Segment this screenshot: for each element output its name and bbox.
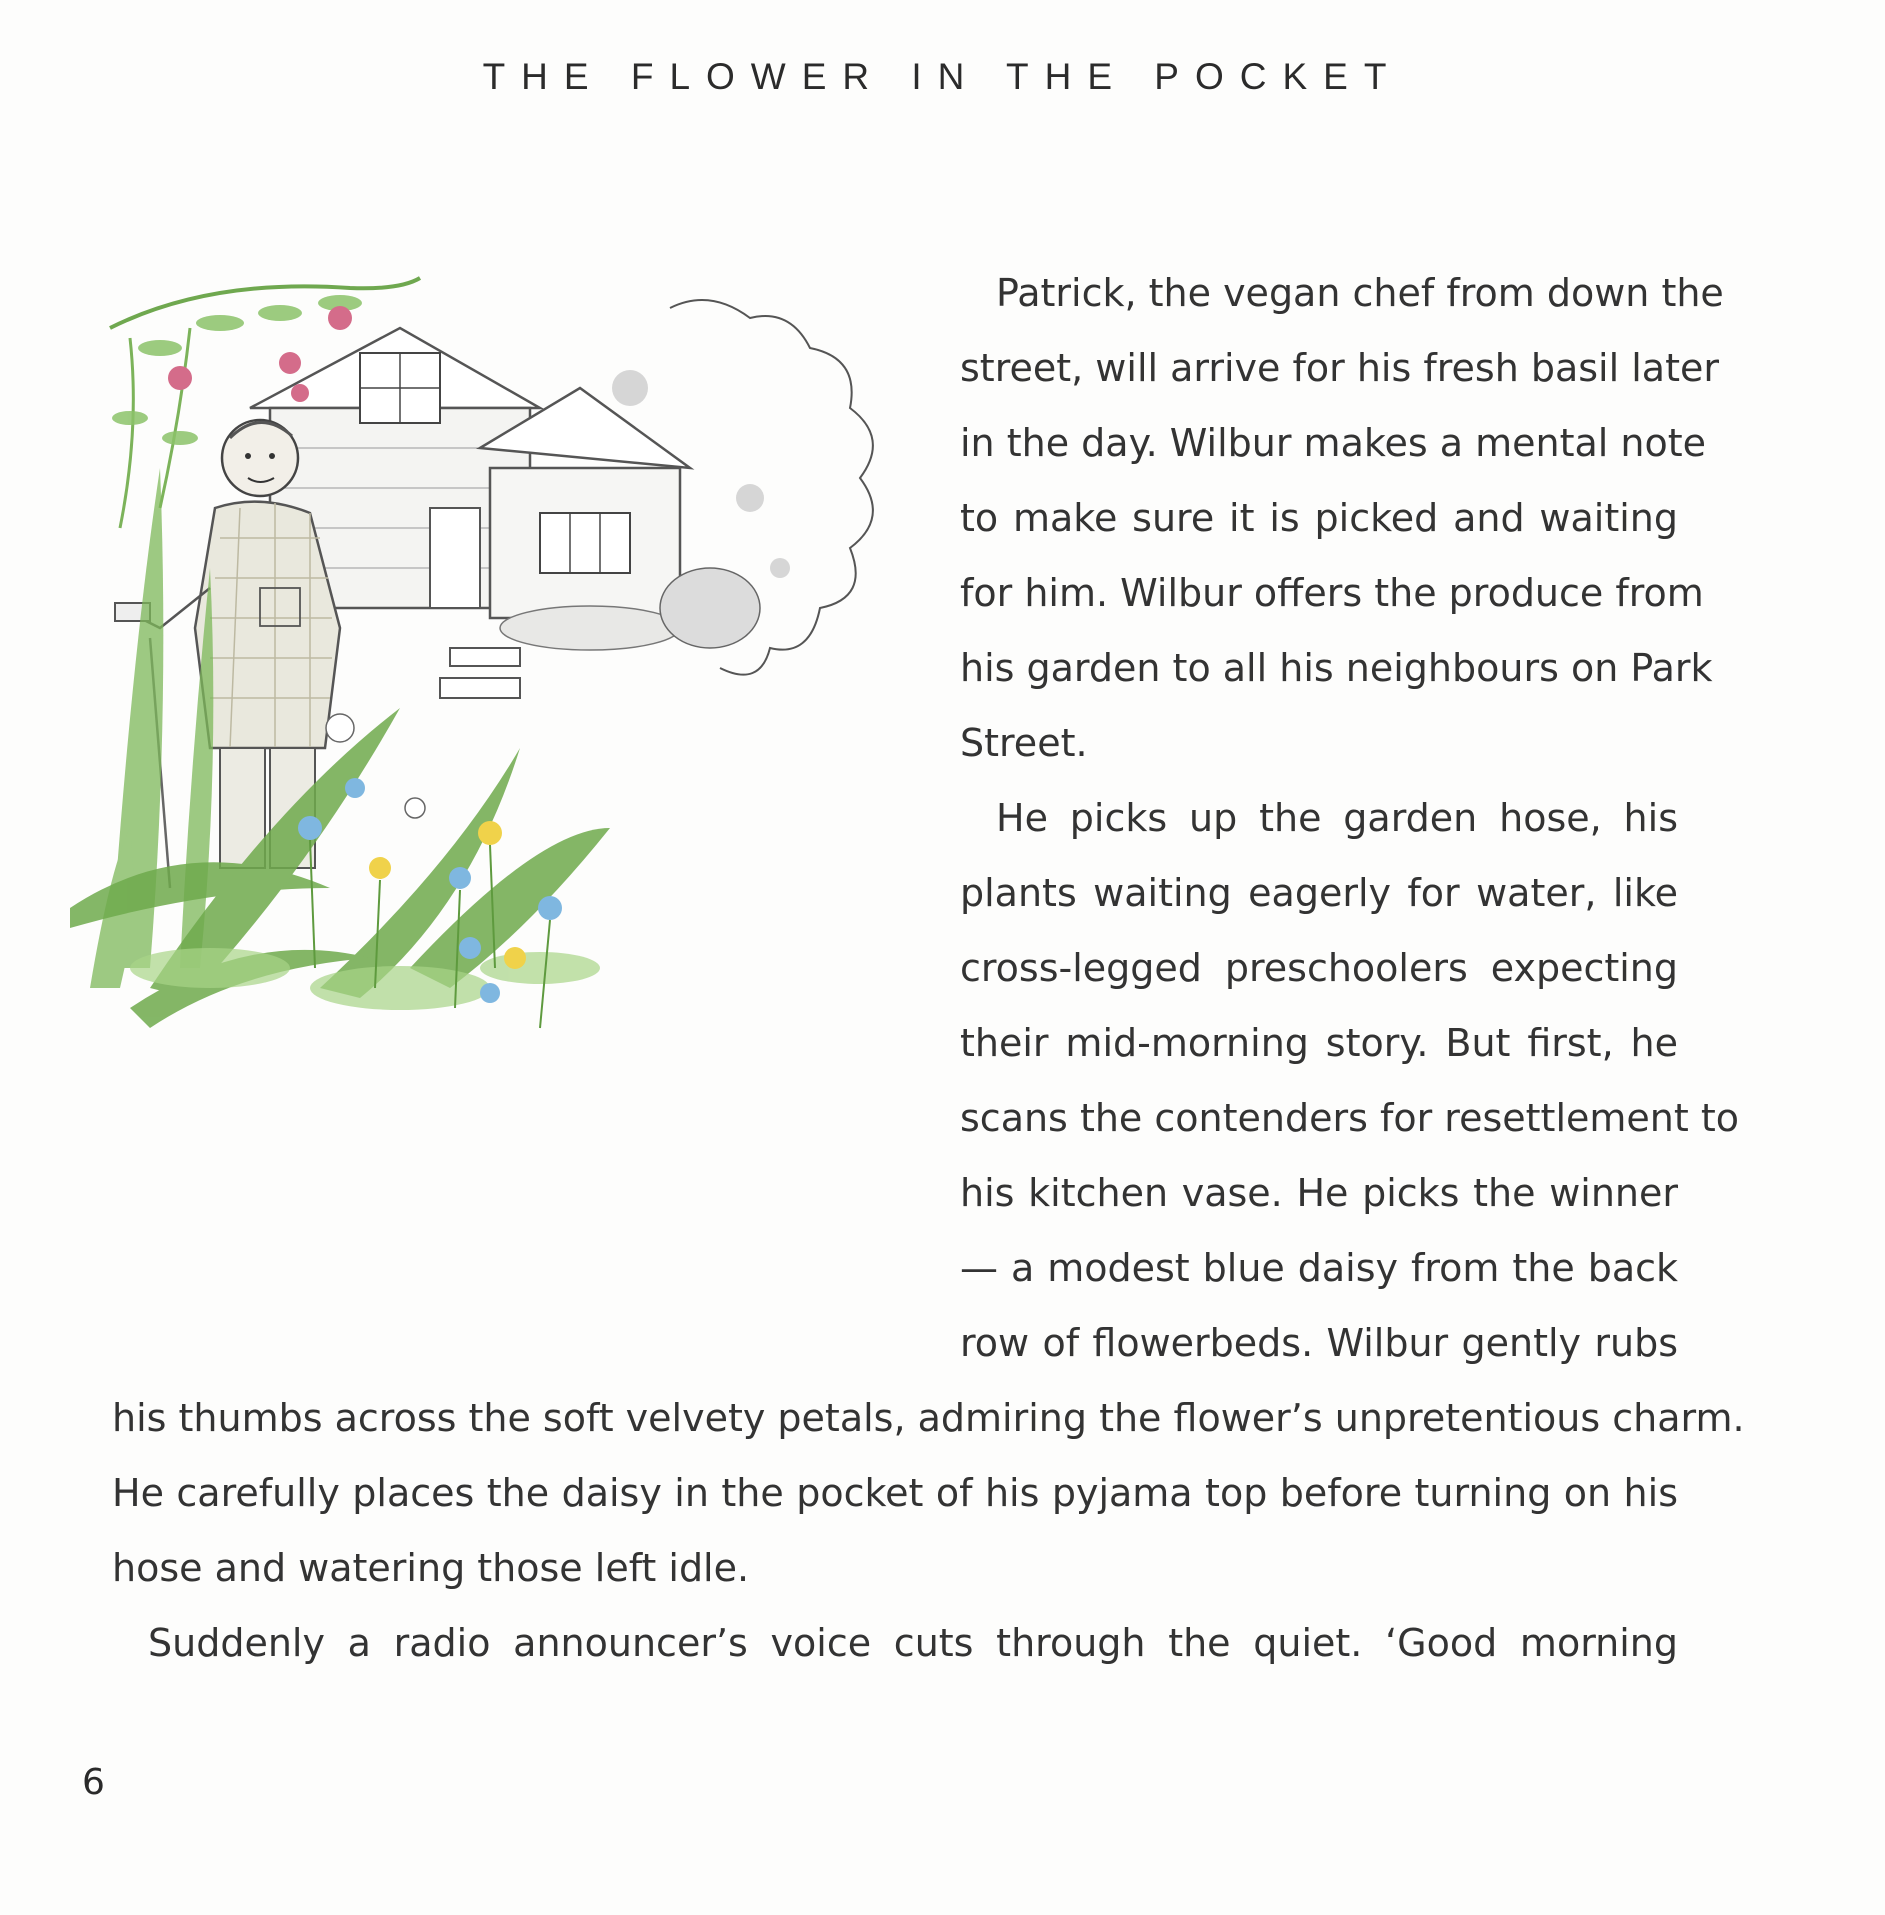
text-line: in the day. Wilbur makes a mental note [960,421,1707,465]
text-line: Street. [960,721,1088,765]
text-line: hose and watering those left idle. [112,1546,750,1590]
text-line: He picks up the garden hose, his [996,796,1678,840]
text-line: their mid-morning story. But first, he [960,1021,1678,1065]
text-line: for him. Wilbur offers the produce from [960,571,1704,615]
text-line: scans the contenders for resettlement to [960,1096,1739,1140]
text-line: his garden to all his neighbours on Park [960,646,1713,690]
text-line: plants waiting eagerly for water, like [960,871,1678,915]
man-in-garden-icon [70,268,910,1248]
text-line: his thumbs across the soft velvety petals, admiring the flower’s unpretentious charm. [112,1396,1745,1440]
text-line: his kitchen vase. He picks the winner [960,1171,1678,1215]
text-line: — a modest blue daisy from the back [960,1246,1678,1290]
text-line: Patrick, the vegan chef from down the [996,271,1724,315]
running-head: THE FLOWER IN THE POCKET [482,56,1403,97]
page-number: 6 [82,1762,105,1803]
text-line: row of flowerbeds. Wilbur gently rubs [960,1321,1678,1365]
text-line: Suddenly a radio announcer’s voice cuts through the quiet. ‘Good morning [148,1621,1678,1665]
text-line: He carefully places the daisy in the pocket of his pyjama top before turning on his [112,1471,1678,1515]
text-line: street, will arrive for his fresh basil later [960,346,1719,390]
text-line: cross-legged preschoolers expecting [960,946,1678,990]
text-line: to make sure it is picked and waiting [960,496,1678,540]
